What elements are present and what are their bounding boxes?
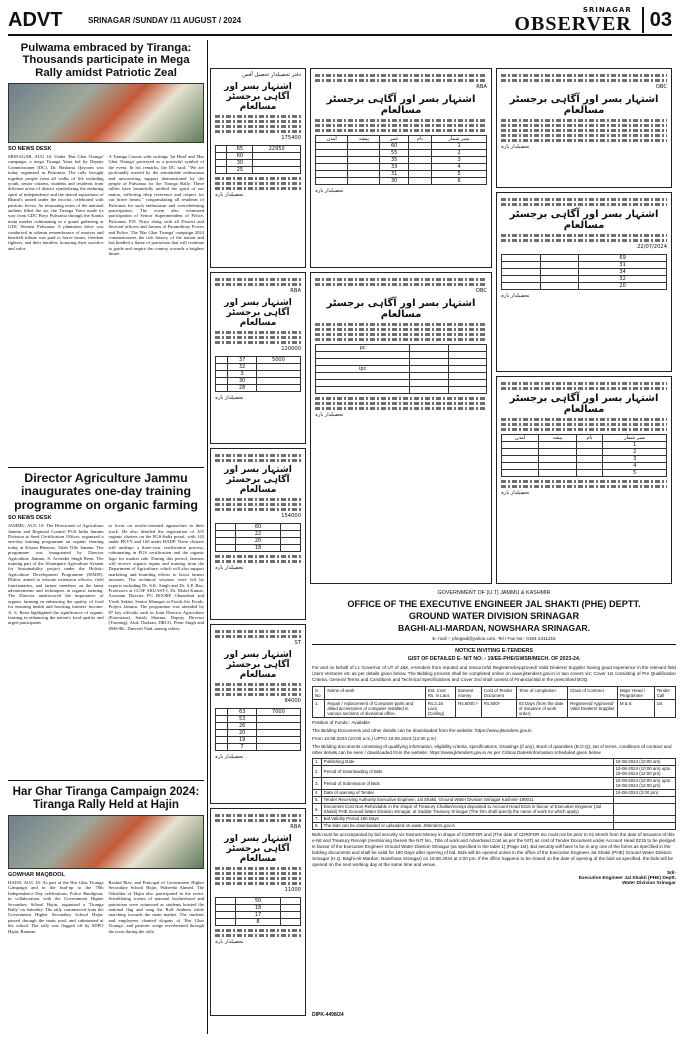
notice-amount: 175400 [281, 134, 301, 141]
dateline: SRINAGAR /SUNDAY /11 AUGUST / 2024 [88, 15, 242, 25]
critical-date-cell: 8. [313, 822, 322, 829]
critical-date-cell: 6. [313, 803, 322, 815]
notice-text [215, 683, 301, 696]
notice-title: اشتہار بسر اور آگاہی برجسٹر مسالعام [326, 93, 476, 116]
rally-photo [8, 815, 204, 869]
story-hajin [8, 786, 204, 934]
critical-date-cell: 19-08-2024 (2:00 pm) [613, 789, 675, 796]
notice-category: OBC [475, 288, 487, 294]
tender-government: GOVERNMENT OF (U.T) JAMMU & KASHMIR [437, 590, 551, 596]
critical-date-cell: Tender Receiving Authority Executive Engineer, Jal Shakti, Ground Water Division Srinagar Kashmir-190011 [321, 796, 613, 803]
notice-text [215, 498, 301, 511]
notice-date: 22/07/2024 [637, 244, 667, 250]
story-byline: SO NEWS DESK [8, 145, 52, 152]
notice-signature: تحصیلدار بارہ [501, 490, 530, 496]
story-column: Roshid Biav, and Principal of Government Higher Secondary School Hajin, Waheeda Ahmed. The Tehsildar of Hajin also participated in the event. Scintillating scenes of national brotherhood and patriotism were witnessed as students hoisted the national flag and sang the Roll Anthem while marching towards the main market. The students and employees chanted slogans of 'Har Ghar Tiranga', and patriotic songs reverberated through the town during the rally. [108, 880, 204, 934]
notice-table: 60 22 20 18 [215, 523, 301, 552]
tender-table-row: 1. Repair / replacement of Computer parts and allied accessories of computer installed in various sections of divisional office. Rs.2.16 Lacs (Ceiling) Rs.6000 /- Rs.500/- 03 Days (from the date of issuance of work order) Registered/ Approved/ Valid Dealers/ Supplier M & E 1st [313, 699, 676, 717]
notice-category: RBA [290, 824, 301, 830]
masthead [8, 6, 672, 36]
notice-text [501, 234, 667, 242]
story-column: to focus on results-oriented approaches in their work. He also detailed the registration of 355 organic clusters on the PGS-India portal, with 143 under PKVY and 160 under HADP. These clusters will undergo a three-year certification process, culminating in PGS certification and the organic logo for market sale. During this period, farmers will receive organic inputs and training from the Department of Agriculture, which will also support marketing and branding efforts to boost farmer incomes. The technical sessions were led by experts including Dr. S.K. Singh and Dr. A.P. Rao, Professors at CCSF SKUAST-J, Dr. Mohd Kumar, Assistant Director PG BOORF Ghaziabad and Vivek Sakini, Senior Manager at Foods Six Foods. Project Jammu. The programme was attended by 87 key officials such as Joint Director Agriculture (Extension), Satish Sharma, Deputy Director (Training), Alok Thakran, DRCO, Prem Singh and SMS-BL, Darvesh Vaid, among others. [108, 523, 204, 631]
tender-paragraph: The Bidding documents consisting of qualifying information, eligibility criteria, specifications, Drawings (if any), Book of quantities (B.O.Q), set of terms, conditions of contract and other details can be seen / downloaded from the website: https://www.jktenders.gov.in As per Critical Dates/information scheduled given below [312, 743, 672, 755]
tender-paragraph: The Bidding Documents and other details can be downloaded from the website: https://www.jktenders.gov.in [312, 727, 532, 733]
critical-date-cell: 7. [313, 815, 322, 822]
critical-date-row [313, 789, 676, 796]
notice-text [315, 278, 487, 286]
notice-signature: تحصیلدار بارہ [315, 187, 344, 194]
critical-date-row [313, 796, 676, 803]
critical-date-cell: 10-08-2024 (10:00 am) [613, 758, 675, 765]
story-headline[interactable]: Har Ghar Tiranga Campaign 2024: Tiranga Rally Held at Hajin [12, 785, 200, 811]
critical-date-row [313, 803, 676, 815]
tender-notice-title: NOTICE INVITING E-TENDERS [455, 648, 533, 654]
notice-signature: تحصیلدار بارہ [215, 191, 244, 198]
notice-title: اشتہار بسر اور آگاہی برجسٹر مسالعام [224, 297, 292, 328]
critical-date-row [313, 822, 676, 829]
tender-contact[interactable]: E- mail :- phegwd@yahoo.com, Tel / Fax No:- 0194-2411215 [312, 636, 676, 645]
notice-text [215, 814, 301, 822]
critical-date-cell: Period of Submission of Bids [321, 777, 613, 789]
notice-text [315, 397, 487, 410]
notice-signature: تحصیلدار بارہ [315, 411, 344, 418]
notice-text [501, 480, 667, 488]
story-pulwama [8, 42, 204, 257]
notice-table: نمبر شمار نام پیشہ آمدن 1 2 3 4 5 [501, 434, 667, 477]
critical-date-row [313, 777, 676, 789]
notice-signature: تحصیلدار بارہ [215, 753, 244, 760]
critical-date-cell: Date of opening of Tender [321, 789, 613, 796]
notice-title: اشتہار بسر اور آگاہی برجسٹر مسالعام [224, 81, 292, 112]
brand-logo [514, 7, 631, 34]
tender-funds: Position of Funds:- Available [312, 719, 370, 725]
notice-text [315, 74, 487, 82]
critical-date-row [313, 765, 676, 777]
critical-date-cell: Publishing Date [321, 758, 613, 765]
story-headline[interactable]: Pulwama embraced by Tiranga: Thousands participate in Mega Rally amidst Patriotic Zeal [20, 42, 192, 79]
critical-dates-table [312, 758, 676, 830]
critical-date-cell: 4. [313, 789, 322, 796]
tender-signature: Sd/- Executive Engineer Jal Shakti (PHE) Deptt. Water Division Srinagar [578, 870, 676, 886]
story-column: SRINAGAR, AUG 10: Under 'Har Ghar Tiranga' campaign, a mega Tiranga Yatra led by Deputy Commissioner (DC), Dr. Basharat Qayoom was today organized in Pulwama. The rally brought together people from all walks of life including youth, senior citizens, students and residents from different areas of district symbolizing the enduring spirit of independence and the shared aspirations of Bharat's united under the tricolor, celebrated with patriotic fervor. As resonating notes of the national anthem filled the air, the Tiranga Yatra made its way from GDC Boys Pulwama through the Kamla main market culminating in a grand gathering at GDC Women Pulwama. A plantation drive was conducted in solemn remembrance of martyrs and heartfelt tribute was paid to brave hearts, freedom fighters, and their families, honoring their sacrifice and valor. [8, 153, 104, 251]
brand-name: OBSERVER [514, 12, 632, 35]
notice-table: 5000 37 32 3 30 28 [215, 356, 301, 392]
critical-date-cell: 3. [313, 777, 322, 789]
notice-title: اشتہار بسر اور آگاہی برجسٹر مسالعام [509, 93, 659, 116]
tender-table-header: S. No Name of work Est. Cost Rs. in Lacs Earnest money Cost of Tender Document Time of completion Class of Contract Major Head / Programme Tender Call [313, 686, 676, 699]
notice-signature: تحصیلدار بارہ [215, 938, 244, 945]
notice-text [501, 198, 667, 206]
notice-text [215, 630, 301, 638]
notice-text [501, 119, 667, 142]
notice-text [215, 177, 301, 190]
critical-date-cell: 2. [313, 765, 322, 777]
critical-date-cell [613, 822, 675, 829]
notice-title: اشتہار بسر اور آگاہی برجسٹر مسالعام [224, 649, 292, 680]
tender-table [312, 686, 676, 718]
urdu-notice [496, 192, 672, 372]
urdu-notice [310, 68, 492, 268]
page-number: 03 [642, 7, 672, 33]
tender-paragraph: Bids must be accompanied by bid security viz Earnest Money in shape of CDR/FDR and (The date of CDR/FDR etc must not be prior to 01 Month from the date of issuance of this e-Nit and Treasury Receipt (mentioning therein the NIT No., Title of work and Advertised Cost as per the NIT) as cost of Tender Document under Account Head 0215 to be pledged in favour of the Executive Engineer Ground Water Division Srinagar (as specified in the table 1) (Page 1st). Bid security will have to be in any one of the forms as specified in the bidding documents and shall be valid for 180 Days after opening of bid. Bids will be opened online in the office of the Executive Engineer Jal Shakti (PHE) Ground Water Division Srinagar (H.Q. Baghi-Ali-Mardan, Nowshara Srinagar) on 19.08.2024 at 2:00 pm. If the office happens to be closed on the date of opening of the bids as specified, the bids will be opened on the next working day at the same time and venue. [312, 831, 676, 867]
critical-date-cell: Bid Validity Period 180 Days [321, 815, 613, 822]
rally-photo [8, 83, 204, 143]
tender-notice [312, 590, 676, 1018]
urdu-notice [496, 68, 672, 188]
critical-date-cell: Document Cost Non-Refundable in the shape of Treasury Challan/receipt deposited to Account Head 0215 in favour of Executive Engineer (Jal Shakti) PHE Ground Water Division Srinagar, at Saddar Treasury Srinagar (The firm shall specify the name of work for which apply) [321, 803, 613, 815]
notice-category: RBA [476, 84, 487, 90]
notice-text [215, 929, 301, 937]
urdu-notice [210, 68, 306, 268]
tender-division: GROUND WATER DIVISION SRINAGAR [408, 611, 580, 621]
critical-date-cell: 1. [313, 758, 322, 765]
notice-text [215, 115, 301, 133]
urdu-notice [210, 272, 306, 444]
notice-amount: 84000 [284, 697, 301, 704]
notice-text [215, 454, 301, 462]
critical-date-cell: The bids can be downloaded or uploaded on www. Jktenders.gov.in [321, 822, 613, 829]
story-byline: GOWHAR MAQBOOL [8, 872, 65, 879]
urdu-notice [496, 376, 672, 584]
notice-text [215, 331, 301, 344]
story-body [8, 880, 204, 934]
critical-date-row [313, 815, 676, 822]
notice-title: اشتہار بسر اور آگاہی برجسٹر مسالعام [224, 465, 292, 495]
notice-title: اشتہار بسر اور آگاہی برجسٹر مسالعام [509, 393, 659, 415]
notice-table: 7000 63 53 26 20 19 7 [215, 708, 301, 751]
critical-date-cell: 5. [313, 796, 322, 803]
notice-signature: تحصیلدار بارہ [501, 143, 530, 150]
tender-address: BAGHI-ALI-MARDAN, NOWSHARA SRINAGAR. [397, 623, 591, 633]
critical-date-cell: 10-08-2024 (10:00 am) upto 19-08-2024 (12:00 pm) [613, 777, 675, 789]
tender-gist: GIST OF DETAILED E- NIT NO: - 19/EE-PHE/GWSR/MECH. OF 2023-24. [407, 656, 581, 662]
critical-date-cell: 10-08-2024 (10:00 am) upto 19-08-2024 (12:00 pm) [613, 765, 675, 777]
notice-category: ST [294, 640, 301, 646]
story-agriculture [8, 472, 204, 631]
story-separator [8, 467, 204, 468]
column-divider [207, 40, 208, 1034]
urdu-notice [210, 448, 306, 620]
story-body [8, 154, 204, 257]
urdu-notice [210, 808, 306, 1016]
notice-table: 69 31 34 32 20 [501, 254, 667, 290]
dipk-number: DIPK-4498/24 [312, 1012, 344, 1018]
critical-date-row [313, 758, 676, 765]
notice-signature: تحصیلدار بارہ [215, 394, 244, 401]
urdu-notice [310, 272, 492, 584]
story-body [8, 523, 204, 631]
urdu-notice [210, 624, 306, 804]
notice-title: اشتہار بسر اور آگاہی برجسٹر مسالعام [509, 209, 659, 231]
notice-head: دفتر تحصیلدار تحصیل آفس [242, 72, 301, 78]
tender-paragraph: From 10.08.2024 (10:00 a.m.) UPTO 19.08.2024 (12:00 p.m) [312, 735, 437, 741]
brand-city: SRINAGAR [582, 5, 632, 14]
notice-table: pc ipc [315, 344, 487, 394]
section-label: ADVT [8, 8, 63, 31]
notice-text [315, 323, 487, 341]
notice-table: 22950 65 60 30 25 [215, 145, 301, 174]
notice-table: 50 18 17 8 [215, 897, 301, 926]
notice-amount: 11000 [284, 886, 301, 893]
story-separator [8, 780, 204, 781]
story-headline[interactable]: Director Agriculture Jammu inaugurates one-day training programme on organic farming [14, 471, 198, 512]
notice-text [501, 74, 667, 82]
story-byline: SO NEWS DESK [8, 515, 52, 522]
story-column: A Tiranga Canvas with writings 'Jai Hind' and 'Har Ghar Tiranga' portrayed as a powerful symbol of the event. In his remarks, the DC said: "We are profoundly moved by the remarkable enthusiasm and unwavering support demonstrated by the people of Pulwama for the Tiranga Rally. These rallies have beautifully unified the spirit of our nation, reflecting deep reverence and respect for our brave hearts," congratulating all residents of Pulwama for such enthusiasm and overwhelming participation. The event also witnessed participation of Senior Superintendent of Police, Pulwama, P.D. Nitya along with all District and Sectoral officers and Jawans of Paramilitary Forces and Police. The 'Har Ghar Tiranga' campaign 2024 commemorates the rich history of the nation and has kindled a flame of patriotism that will continue to guide and inspire the country towards a brighter future. [108, 153, 204, 257]
notice-amount: 120000 [281, 345, 301, 352]
notice-amount: RBA [290, 288, 301, 294]
notice-text [215, 278, 301, 286]
notice-text [215, 867, 301, 885]
notice-title: اشتہار بسر اور آگاہی برجسٹر مسالعام [326, 297, 476, 320]
notice-title: اشتہار بسر اور آگاہی برجسٹر مسالعام [224, 833, 292, 864]
notice-signature: تحصیلدار بارہ [215, 564, 244, 571]
notice-text [315, 119, 487, 132]
notice-signature: تحصیلدار بارہ [501, 292, 530, 299]
notice-text [501, 418, 667, 431]
critical-date-cell [613, 803, 675, 815]
tender-office: OFFICE OF THE EXECUTIVE ENGINEER JAL SHAKTI (PHE) DEPTT. [347, 599, 641, 609]
critical-date-cell [613, 815, 675, 822]
tender-intro: For and on behalf of Lt. Governor of UT of J&K, e-tenders from reputed and resourceful Registered/Approved/ Valid Dealers/ Supplier having good experience in the relevant field /Joint Ventures etc as per details given below. The Bidding process shall be completed online on www.jktenders.gov.in in two covers viz; Cover 1st consisting of Pre Qualification Criteria, General Terms and Conditions and Technical Specifications and Cover 2nd shall consist of Financial Bid in the prescribed BOQ. [312, 665, 676, 682]
story-column: JAMMU, AUG 10: The Directorate of Agriculture Jammu and Regional Council PGS India Jammu Division at Seed Certification Officer, organized a one-day training programme on organic farming today at Kissan Bhawan, Talab Tillo Jammu. The programme was inaugurated by Director Agriculture Jammu, S. Arvinder Singh Reen. The training part of the Aliaimpure Agriculture System for Sustainability project under the Holistic Agriculture Development Programme (HADP), Dhfoir, aimed to educate extension officers, field functionaries, and farmer members on the latest advancements and techniques in organic farming. The Director underscored the importance of organic farming in enhancing the quality of food for ensuring health and boosting farmers' income. A. S. Reen highlighted the significance of organic farming in enhancing the nation's food quality and urged participants [8, 523, 104, 626]
notice-table: نمبر شمار نام عمر پیشہ آمدن 1 60 2 55 3 35 4 33 5 31 6 30 [315, 135, 487, 185]
critical-date-cell: Period of Downloading of Bids [321, 765, 613, 777]
critical-date-cell [613, 796, 675, 803]
notice-text [215, 555, 301, 563]
notice-text [501, 382, 667, 390]
story-column: HAJIN, AUG 10: As part of the Har Ghar Tiranga Campaign and in the lead-up to the 78th Independence Day celebrations, Police Bandipora, in collaboration with the Government Higher Secondary School Hajin, organized a 'Tiranga Rally' on Saturday. The rally commenced from the Government Higher Secondary School Hajin, passed through the main road, and culminated at the school. The rally was flagged off by SDPO Hajin, Ramzan [8, 880, 104, 934]
notice-category: OBC [655, 84, 667, 90]
notice-amount: 154000 [281, 513, 301, 519]
